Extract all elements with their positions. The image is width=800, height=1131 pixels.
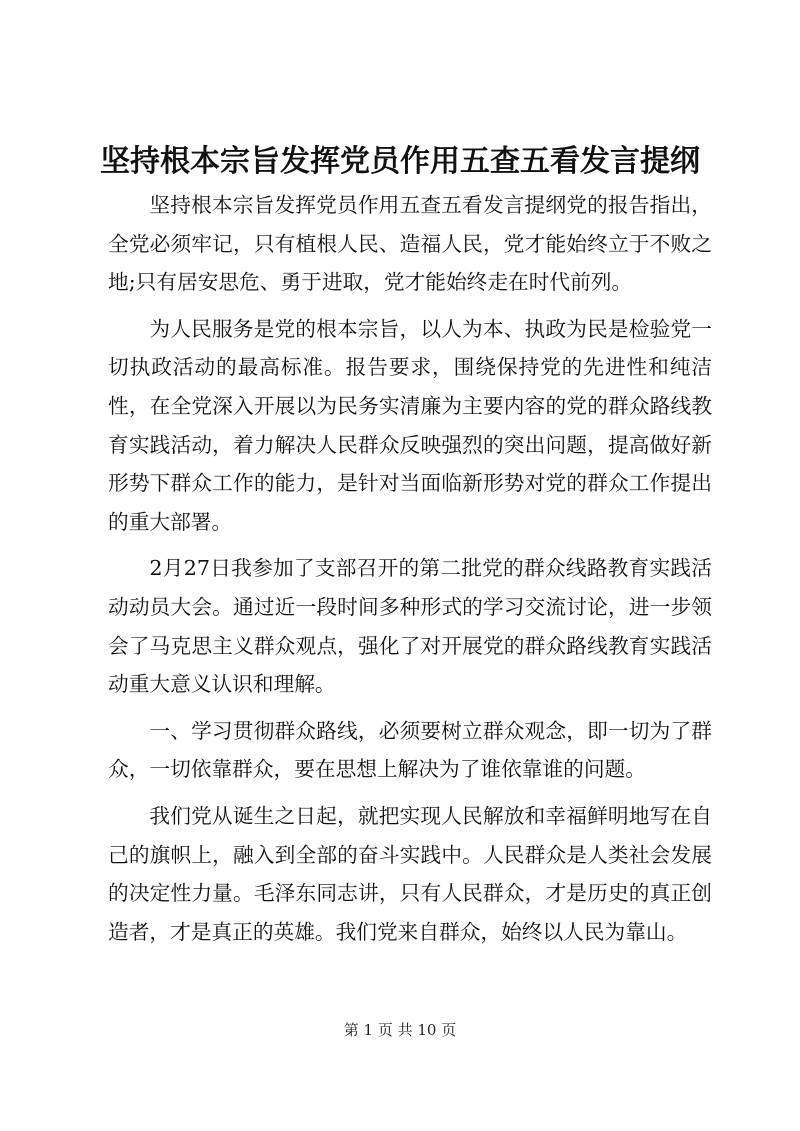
paragraph-4: 一、学习贯彻群众路线，必须要树立群众观念，即一切为了群众，一切依靠群众，要在思想上解决为了谁依靠谁的问题。	[108, 718, 712, 782]
paragraph-3: 2月27日我参加了支部召开的第二批党的群众线路教育实践活动动员大会。通过近一段时间多种形式的学习交流讨论，进一步领会了马克思主义群众观点，强化了对开展党的群众路线教育实践活动重大意义认识和理解。	[108, 556, 712, 697]
paragraph-1: 坚持根本宗旨发挥党员作用五查五看发言提纲党的报告指出，全党必须牢记，只有植根人民、造福人民，党才能始终立于不败之地;只有居安思危、勇于进取，党才能始终走在时代前列。	[108, 193, 712, 295]
paragraph-2: 为人民服务是党的根本宗旨，以人为本、执政为民是检验党一切执政活动的最高标准。报告要求，围绕保持党的先进性和纯洁性，在全党深入开展以为民务实清廉为主要内容的党的群众路线教育实践活动，着力解决人民群众反映强烈的突出问题，提高做好新形势下群众工作的能力，是针对当面临新形势对党的群众工作提出的重大部署。	[108, 316, 712, 534]
page-footer	[0, 1020, 800, 1040]
document-title: 坚持根本宗旨发挥党员作用五查五看发言提纲	[100, 144, 700, 179]
page-number-label: 第 1 页 共 10 页	[343, 1021, 457, 1039]
document-body	[108, 186, 712, 959]
paragraph-5: 我们党从诞生之日起，就把实现人民解放和幸福鲜明地写在自己的旗帜上，融入到全部的奋斗实践中。人民群众是人类社会发展的决定性力量。毛泽东同志讲，只有人民群众，才是历史的真正创造者，才是真正的英雄。我们党来自群众，始终以人民为靠山。	[108, 803, 712, 944]
